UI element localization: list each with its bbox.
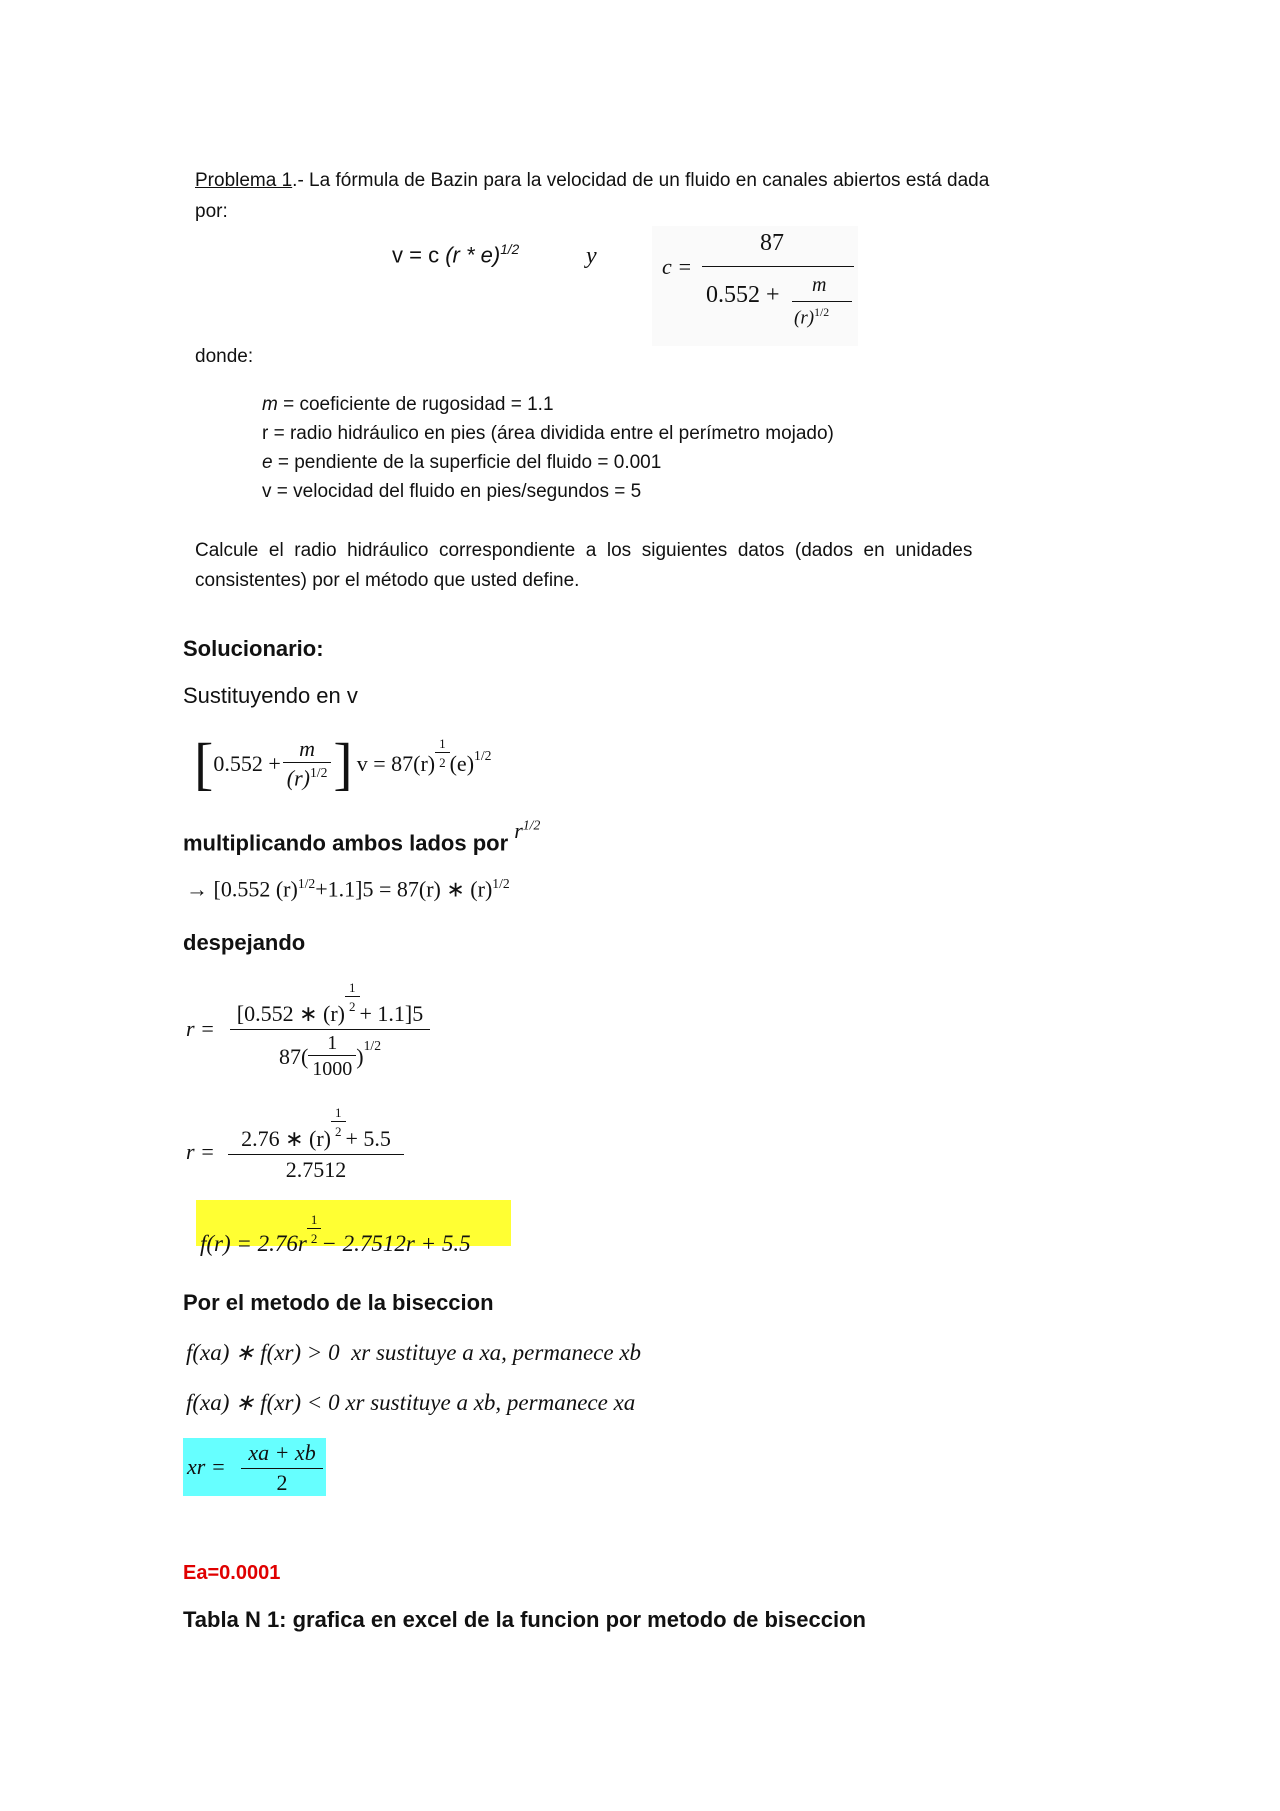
table-caption: Tabla N 1: grafica en excel de la funcion por metodo de biseccion [183,1607,866,1632]
task-line-1: Calcule el radio hidráulico correspondiente a los siguientes datos (dados en unidades [195,540,973,561]
equation-connector-y: y [586,243,597,269]
def-m: m = coeficiente de rugosidad = 1.1 [262,394,554,415]
task-line-2: consistentes) por el método que usted define. [195,570,580,591]
def-e: e = pendiente de la superficie del fluido = 0.001 [262,452,662,473]
bisection-rule-1: f(xa) ∗ f(xr) > 0 xr sustituye a xa, permanece xb [186,1340,642,1365]
bazin-c-equation: c = 87 0.552 + m $(r)^{1/2}$ [652,226,858,346]
step-multiply: multiplicando ambos lados por $r^{1/2}$ [183,818,541,856]
step-substitute: Sustituyendo en v [183,683,358,708]
xr-formula-highlight: xr = xa + xb 2 [183,1438,326,1496]
equation-substituted: [ 0.552 + $\frac{m}{(r)^{1/2}}$ ] v = 87(r) $\frac{1}{2}$ (e) $^{1/2}$ [194,731,492,796]
solution-title: Solucionario: [183,636,324,661]
bazin-velocity-equation: v = c (r * e)$^{1/2}$ [392,242,520,268]
donde-label: donde: [195,346,254,367]
absolute-error: Ea=0.0001 [183,1562,281,1584]
equation-multiplied: → [0.552 $(r)^{1/2}+1.1]5 = 87(r)$ ∗ $(r)^{1/2}$ [186,876,510,902]
def-r: r = radio hidráulico en pies (área dividida entre el perímetro mojado) [262,423,834,444]
problem-intro [195,166,995,196]
variable-definitions [262,390,834,506]
problem-intro-text: .- La fórmula de Bazin para la velocidad de un fluido en canales abiertos está dada [292,170,990,191]
function-fr-highlight: f(r) = 2.76r $\frac{1}{2}$ − 2.7512r + 5.5 [196,1200,511,1246]
bisection-title: Por el metodo de la biseccion [183,1290,494,1315]
bisection-rule-2: f(xa) ∗ f(xr) < 0 xr sustituye a xb, permanece xa [186,1390,636,1415]
problem-intro-cont: por: [195,201,228,222]
step-solve: despejando [183,930,306,955]
problem-heading: Problema 1 [195,170,293,191]
def-v: v = velocidad del fluido en pies/segundos = 5 [262,481,642,502]
